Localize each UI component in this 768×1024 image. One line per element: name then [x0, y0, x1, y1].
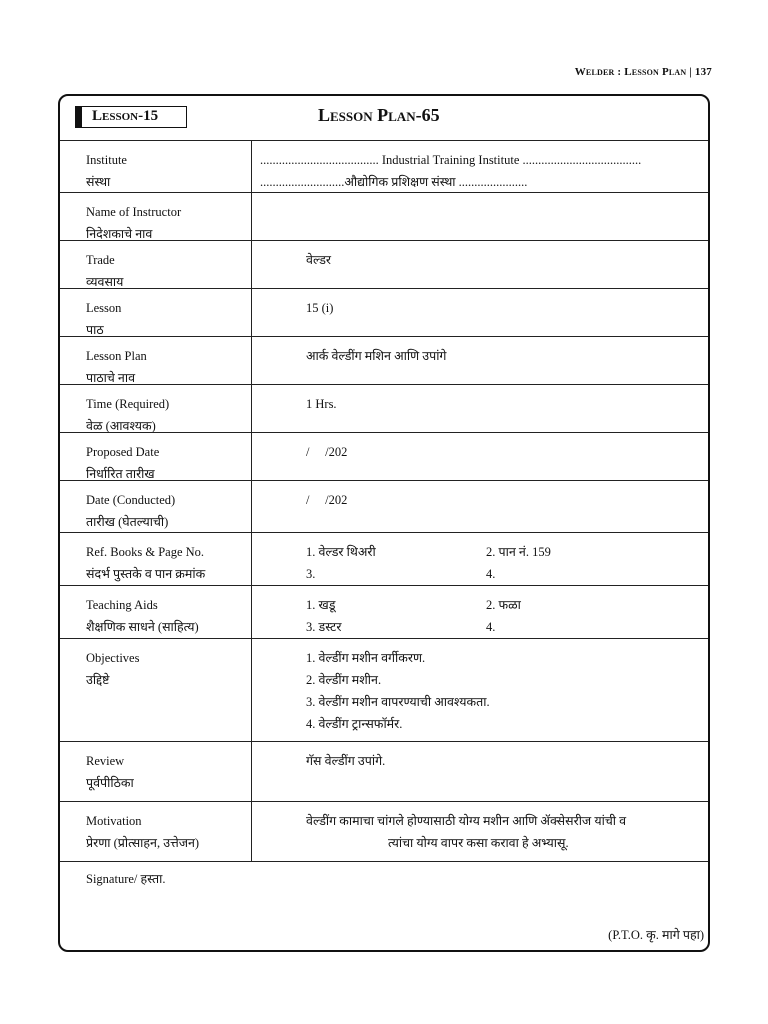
running-head: Welder : Lesson Plan | 137: [574, 66, 712, 78]
lesson-number-label: Lesson-15: [75, 106, 187, 128]
value-date-conducted: / /202: [306, 493, 348, 507]
label-ref-books: Ref. Books & Page No. संदर्भ पुस्तके व पान क्रमांक: [86, 545, 206, 581]
label-proposed-date: Proposed Date निर्धारित तारीख: [86, 445, 160, 481]
list-item: 2. वेल्डींग मशीन.: [306, 673, 382, 687]
list-item: 3. वेल्डींग मशीन वापरण्याची आवश्यकता.: [306, 695, 490, 709]
list-item: 3. डस्टर: [306, 620, 342, 634]
row-ref-books: [60, 532, 708, 585]
value-lesson-plan: आर्क वेल्डींग मशिन आणि उपांगे: [306, 349, 447, 363]
list-item: 3.: [306, 567, 316, 581]
title-bar: [60, 96, 708, 140]
value-time: 1 Hrs.: [306, 397, 337, 411]
label-teaching-aids: Teaching Aids शैक्षणिक साधने (साहित्य): [86, 598, 199, 634]
row-institute: [60, 140, 708, 192]
list-item: 4. वेल्डींग ट्रान्सफॉर्मर.: [306, 717, 403, 731]
value-trade: वेल्डर: [306, 253, 332, 267]
value-teaching-aids: [306, 594, 700, 638]
label-motivation: Motivation प्रेरणा (प्रोत्साहन, उत्तेजन): [86, 814, 200, 850]
value-proposed-date: / /202: [306, 445, 348, 459]
lesson-plan-form: [58, 94, 710, 952]
list-item: 1. वेल्डींग मशीन वर्गीकरण.: [306, 651, 426, 665]
label-time: Time (Required) वेळ (आवश्यक): [86, 397, 170, 433]
row-trade: [60, 240, 708, 288]
label-lesson: Lesson पाठ: [86, 301, 122, 337]
list-item: 2. पान नं. 159: [486, 545, 551, 559]
list-item: 1. खडू: [306, 598, 336, 612]
label-lesson-plan: Lesson Plan पाठाचे नाव: [86, 349, 147, 385]
label-instructor: Name of Instructor निदेशकाचे नाव: [86, 205, 182, 241]
value-lesson: 15 (i): [306, 301, 334, 315]
label-trade: Trade व्यवसाय: [86, 253, 124, 289]
row-lesson: [60, 288, 708, 336]
row-proposed-date: [60, 432, 708, 480]
list-item: 4.: [486, 567, 496, 581]
pto-note: (P.T.O. कृ. मागे पहा): [608, 928, 704, 942]
value-ref-books: [306, 541, 700, 585]
value-review: गॅस वेल्डींग उपांगे.: [306, 754, 386, 768]
signature-label: Signature/ हस्ता.: [86, 872, 166, 886]
label-date-conducted: Date (Conducted) तारीख (घेतल्याची): [86, 493, 176, 529]
list-item: 2. फळा: [486, 598, 521, 612]
label-objectives: Objectives उद्दिष्टे: [86, 651, 140, 687]
value-objectives: [306, 647, 700, 735]
value-motivation: वेल्डींग कामाचा चांगले होण्यासाठी योग्य मशीन आणि ॲक्सेसरीज यांची व त्यांचा योग्य वापर कसा करावा हे अभ्यासू.: [306, 814, 627, 850]
value-institute: ...................................... Industrial Training Institute ...................................... ...........................औद्योगिक प्रशिक्षण संस्था ......................: [260, 153, 642, 189]
row-date-conducted: [60, 480, 708, 532]
row-motivation: [60, 801, 708, 861]
row-lesson-plan: [60, 336, 708, 384]
list-item: 1. वेल्डर थिअरी: [306, 545, 376, 559]
row-review: [60, 741, 708, 801]
row-time: [60, 384, 708, 432]
label-institute: Institute संस्था: [86, 153, 127, 189]
plan-title: Lesson Plan-65: [318, 105, 440, 125]
row-objectives: [60, 638, 708, 741]
row-instructor: [60, 192, 708, 240]
row-signature: [60, 861, 708, 952]
row-teaching-aids: [60, 585, 708, 638]
list-item: 4.: [486, 620, 496, 634]
label-review: Review पूर्वपीठिका: [86, 754, 134, 790]
